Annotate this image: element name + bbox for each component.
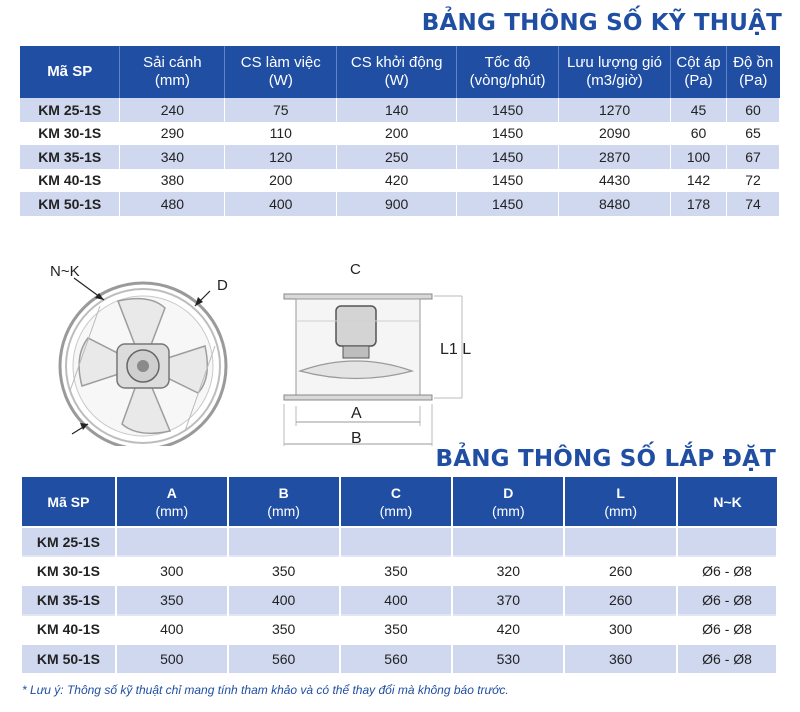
table-cell: Ø6 - Ø8 bbox=[677, 585, 777, 614]
spec-table-row bbox=[20, 192, 780, 216]
label-l1-l: L1 L bbox=[440, 341, 472, 358]
install-table-row bbox=[22, 615, 777, 644]
table-cell: 75 bbox=[225, 98, 337, 122]
spec-header-cell: Cột áp (Pa) bbox=[671, 46, 727, 98]
product-code-cell: KM 30-1S bbox=[20, 122, 120, 146]
table-cell: 900 bbox=[337, 192, 457, 216]
table-cell: 250 bbox=[337, 145, 457, 169]
table-cell bbox=[564, 527, 677, 556]
table-cell bbox=[340, 527, 453, 556]
table-cell: 400 bbox=[228, 585, 340, 614]
product-code-cell: KM 30-1S bbox=[22, 556, 116, 585]
product-code-cell: KM 40-1S bbox=[20, 169, 120, 193]
product-code-cell: KM 25-1S bbox=[20, 98, 120, 122]
spec-header-cell: Độ ồn (Pa) bbox=[726, 46, 779, 98]
table-cell: 65 bbox=[726, 122, 779, 146]
table-cell: 4430 bbox=[559, 169, 671, 193]
install-header-cell: L (mm) bbox=[564, 477, 677, 527]
install-table-row bbox=[22, 556, 777, 585]
table-cell bbox=[452, 527, 564, 556]
spec-header-cell: Lưu lượng gió (m3/giờ) bbox=[559, 46, 671, 98]
install-header-cell: D (mm) bbox=[452, 477, 564, 527]
table-cell: 400 bbox=[116, 615, 228, 644]
table-cell: 120 bbox=[225, 145, 337, 169]
table-cell: 400 bbox=[340, 585, 453, 614]
table-cell: 60 bbox=[671, 122, 727, 146]
install-header-cell: Mã SP bbox=[22, 477, 116, 527]
install-table bbox=[22, 477, 778, 673]
table-cell: 340 bbox=[120, 145, 225, 169]
spec-table-row bbox=[20, 145, 780, 169]
label-a: A bbox=[351, 405, 362, 422]
spec-header-cell: Mã SP bbox=[20, 46, 120, 98]
table-cell: 100 bbox=[671, 145, 727, 169]
table-cell: 350 bbox=[340, 556, 453, 585]
table-cell bbox=[116, 527, 228, 556]
label-b: B bbox=[351, 430, 362, 446]
table-cell: 74 bbox=[726, 192, 779, 216]
table-cell: Ø6 - Ø8 bbox=[677, 556, 777, 585]
table-cell: 1450 bbox=[457, 122, 559, 146]
table-cell: 1450 bbox=[457, 192, 559, 216]
table-cell: 260 bbox=[564, 556, 677, 585]
table-cell: 350 bbox=[228, 615, 340, 644]
install-table-row bbox=[22, 527, 777, 556]
table-cell: 8480 bbox=[559, 192, 671, 216]
disclaimer-note: * Lưu ý: Thông số kỹ thuật chỉ mang tính tham khảo và có thể thay đổi mà không báo trước. bbox=[22, 683, 509, 697]
table-cell: 300 bbox=[564, 615, 677, 644]
table-cell: 67 bbox=[726, 145, 779, 169]
install-header-row bbox=[22, 477, 777, 527]
product-code-cell: KM 35-1S bbox=[22, 585, 116, 614]
install-header-cell: A (mm) bbox=[116, 477, 228, 527]
product-code-cell: KM 40-1S bbox=[22, 615, 116, 644]
table-cell: 300 bbox=[116, 556, 228, 585]
table-cell: 290 bbox=[120, 122, 225, 146]
table-cell: 480 bbox=[120, 192, 225, 216]
spec-header-cell: Tốc độ (vòng/phút) bbox=[457, 46, 559, 98]
table-cell: 320 bbox=[452, 556, 564, 585]
spec-table bbox=[20, 46, 780, 216]
table-cell: 500 bbox=[116, 644, 228, 673]
table-cell: 1450 bbox=[457, 145, 559, 169]
table-cell: 420 bbox=[452, 615, 564, 644]
table-cell bbox=[677, 527, 777, 556]
table-cell: 142 bbox=[671, 169, 727, 193]
table-cell: 350 bbox=[228, 556, 340, 585]
table-cell: 370 bbox=[452, 585, 564, 614]
product-code-cell: KM 35-1S bbox=[20, 145, 120, 169]
spec-header-cell: CS khởi động (W) bbox=[337, 46, 457, 98]
table-cell: 350 bbox=[340, 615, 453, 644]
install-header-cell: B (mm) bbox=[228, 477, 340, 527]
label-nk: N~K bbox=[50, 263, 80, 280]
table-cell: 530 bbox=[452, 644, 564, 673]
spec-header-cell: Sải cánh (mm) bbox=[120, 46, 225, 98]
table-cell: 200 bbox=[225, 169, 337, 193]
spec-header-cell: CS làm việc (W) bbox=[225, 46, 337, 98]
table-cell: 2090 bbox=[559, 122, 671, 146]
table-cell: 1450 bbox=[457, 169, 559, 193]
install-header-cell: C (mm) bbox=[340, 477, 453, 527]
table-cell: 72 bbox=[726, 169, 779, 193]
table-cell: 360 bbox=[564, 644, 677, 673]
table-cell: 1450 bbox=[457, 98, 559, 122]
table-cell: 560 bbox=[340, 644, 453, 673]
install-table-row bbox=[22, 644, 777, 673]
spec-table-title: BẢNG THÔNG SỐ KỸ THUẬT bbox=[421, 10, 782, 36]
table-cell: Ø6 - Ø8 bbox=[677, 615, 777, 644]
table-cell: 60 bbox=[726, 98, 779, 122]
spec-table-row bbox=[20, 122, 780, 146]
spec-table-row bbox=[20, 169, 780, 193]
label-d: D bbox=[217, 277, 228, 294]
table-cell: 178 bbox=[671, 192, 727, 216]
product-code-cell: KM 25-1S bbox=[22, 527, 116, 556]
product-code-cell: KM 50-1S bbox=[20, 192, 120, 216]
table-cell: 380 bbox=[120, 169, 225, 193]
install-table-title: BẢNG THÔNG SỐ LẮP ĐẶT bbox=[435, 446, 776, 472]
table-cell: 140 bbox=[337, 98, 457, 122]
table-cell: 2870 bbox=[559, 145, 671, 169]
fan-dimension-diagram bbox=[0, 246, 800, 446]
spec-table-row bbox=[20, 98, 780, 122]
table-cell: 110 bbox=[225, 122, 337, 146]
table-cell: 200 bbox=[337, 122, 457, 146]
install-header-cell: N~K bbox=[677, 477, 777, 527]
table-cell: 560 bbox=[228, 644, 340, 673]
install-table-row bbox=[22, 585, 777, 614]
table-cell: 240 bbox=[120, 98, 225, 122]
table-cell: 400 bbox=[225, 192, 337, 216]
table-cell: 260 bbox=[564, 585, 677, 614]
table-cell: 350 bbox=[116, 585, 228, 614]
spec-header-row bbox=[20, 46, 780, 98]
label-c: C bbox=[350, 261, 361, 278]
table-cell: 45 bbox=[671, 98, 727, 122]
table-cell: Ø6 - Ø8 bbox=[677, 644, 777, 673]
product-code-cell: KM 50-1S bbox=[22, 644, 116, 673]
fan-side-view bbox=[284, 294, 462, 446]
table-cell: 1270 bbox=[559, 98, 671, 122]
fan-front-view bbox=[60, 278, 226, 446]
table-cell bbox=[228, 527, 340, 556]
table-cell: 420 bbox=[337, 169, 457, 193]
